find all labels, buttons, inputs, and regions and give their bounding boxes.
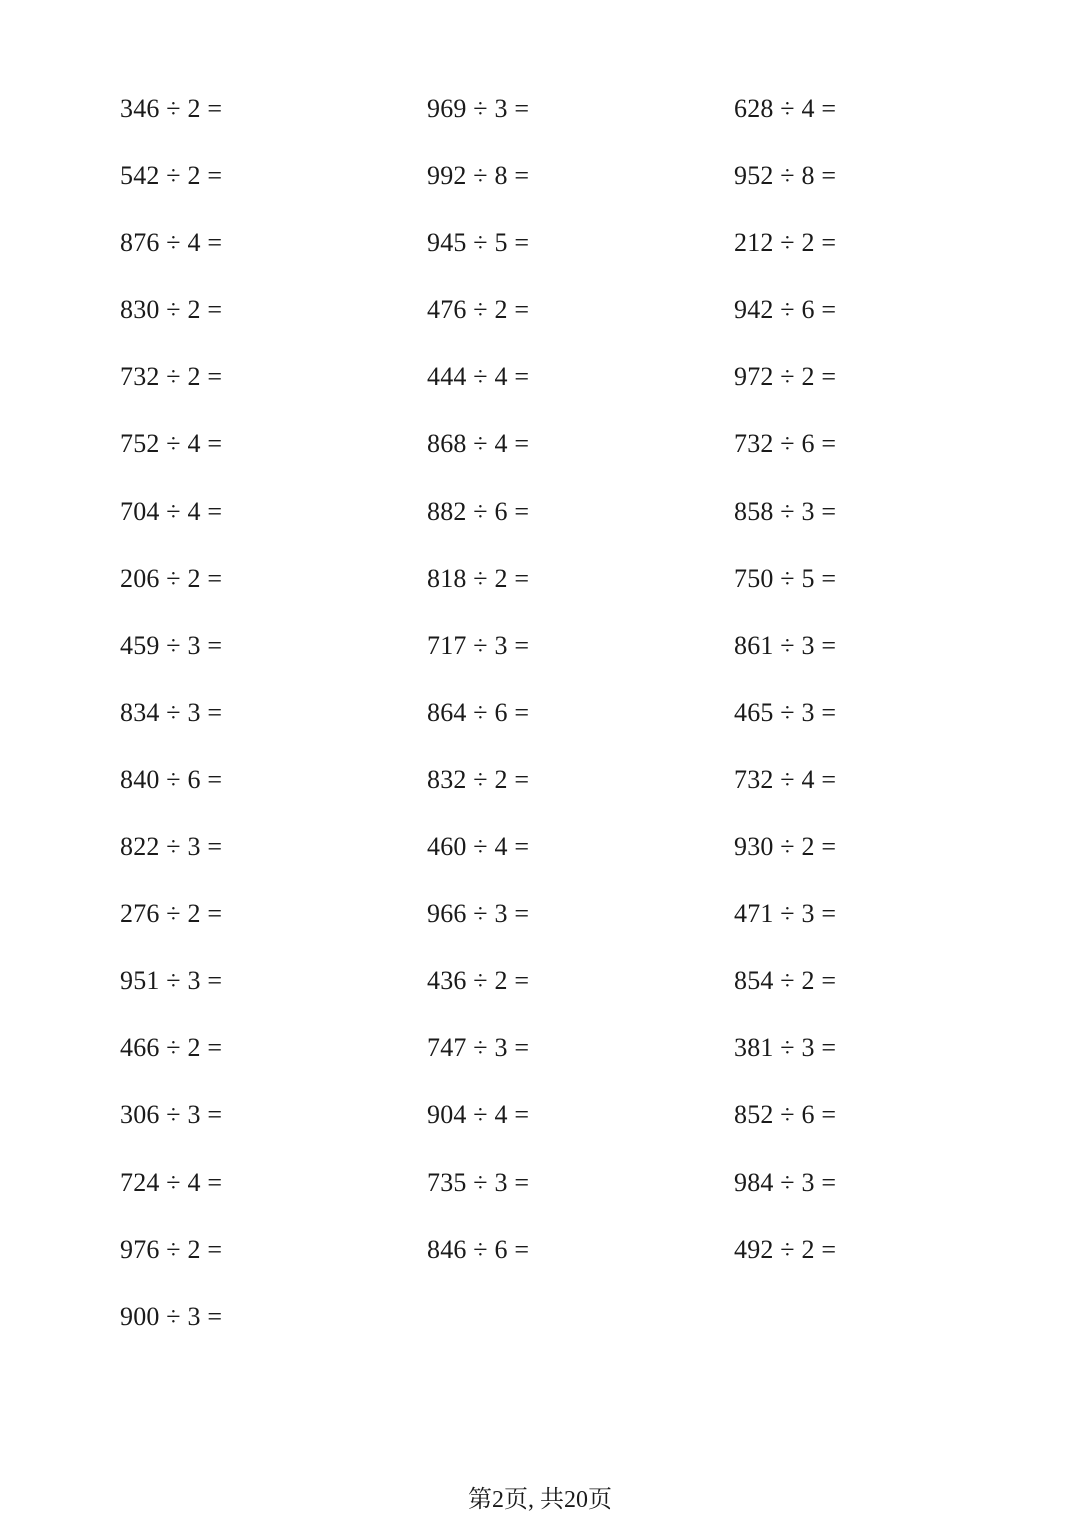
division-problem: 750 ÷ 5 = xyxy=(734,563,837,593)
division-problem: 864 ÷ 6 = xyxy=(427,697,530,727)
division-problem: 972 ÷ 2 = xyxy=(734,362,837,392)
division-problem: 822 ÷ 3 = xyxy=(120,832,223,862)
division-problem: 846 ÷ 6 = xyxy=(427,1234,530,1264)
division-problem: 952 ÷ 8 = xyxy=(734,161,837,191)
division-problem: 459 ÷ 3 = xyxy=(120,630,223,660)
division-problem: 858 ÷ 3 = xyxy=(734,496,837,526)
division-problem: 465 ÷ 3 = xyxy=(734,697,837,727)
division-problem: 542 ÷ 2 = xyxy=(120,161,223,191)
division-problem: 306 ÷ 3 = xyxy=(120,1100,223,1130)
division-problem: 832 ÷ 2 = xyxy=(427,764,530,794)
division-problem: 868 ÷ 4 = xyxy=(427,429,530,459)
division-problem: 882 ÷ 6 = xyxy=(427,496,530,526)
division-problem: 876 ÷ 4 = xyxy=(120,228,223,258)
division-problem: 900 ÷ 3 = xyxy=(120,1301,223,1331)
division-problem: 854 ÷ 2 = xyxy=(734,966,837,996)
division-problem: 732 ÷ 2 = xyxy=(120,362,223,392)
division-problem: 930 ÷ 2 = xyxy=(734,832,837,862)
division-problem: 735 ÷ 3 = xyxy=(427,1167,530,1197)
division-problem: 861 ÷ 3 = xyxy=(734,630,837,660)
division-problem: 830 ÷ 2 = xyxy=(120,295,223,325)
division-problem: 717 ÷ 3 = xyxy=(427,630,530,660)
division-problem: 951 ÷ 3 = xyxy=(120,966,223,996)
division-problem: 966 ÷ 3 = xyxy=(427,899,530,929)
division-problem: 444 ÷ 4 = xyxy=(427,362,530,392)
division-problem: 628 ÷ 4 = xyxy=(734,94,837,123)
division-problem: 992 ÷ 8 = xyxy=(427,161,530,191)
division-problem: 471 ÷ 3 = xyxy=(734,899,837,929)
division-problem: 381 ÷ 3 = xyxy=(734,1033,837,1063)
division-problem: 460 ÷ 4 = xyxy=(427,832,530,862)
division-problem: 466 ÷ 2 = xyxy=(120,1033,223,1063)
division-problem: 212 ÷ 2 = xyxy=(734,228,837,258)
division-problem: 206 ÷ 2 = xyxy=(120,563,223,593)
division-problem: 704 ÷ 4 = xyxy=(120,496,223,526)
division-problem: 747 ÷ 3 = xyxy=(427,1033,530,1063)
division-problem: 840 ÷ 6 = xyxy=(120,764,223,794)
division-problem: 276 ÷ 2 = xyxy=(120,899,223,929)
division-problem: 752 ÷ 4 = xyxy=(120,429,223,459)
division-problem: 732 ÷ 4 = xyxy=(734,764,837,794)
division-problem: 724 ÷ 4 = xyxy=(120,1167,223,1197)
division-problem: 945 ÷ 5 = xyxy=(427,228,530,258)
problem-grid xyxy=(120,86,1020,1361)
division-problem: 904 ÷ 4 = xyxy=(427,1100,530,1130)
page-number: 第2页, 共20页 xyxy=(468,1487,612,1513)
division-problem: 732 ÷ 6 = xyxy=(734,429,837,459)
division-problem: 942 ÷ 6 = xyxy=(734,295,837,325)
division-problem: 436 ÷ 2 = xyxy=(427,966,530,996)
division-problem: 346 ÷ 2 = xyxy=(120,94,223,123)
division-problem: 834 ÷ 3 = xyxy=(120,697,223,727)
division-problem: 818 ÷ 2 = xyxy=(427,563,530,593)
division-problem: 969 ÷ 3 = xyxy=(427,94,530,123)
division-problem: 476 ÷ 2 = xyxy=(427,295,530,325)
division-problem: 976 ÷ 2 = xyxy=(120,1234,223,1264)
division-problem: 852 ÷ 6 = xyxy=(734,1100,837,1130)
division-problem: 984 ÷ 3 = xyxy=(734,1167,837,1197)
division-problem: 492 ÷ 2 = xyxy=(734,1234,837,1264)
